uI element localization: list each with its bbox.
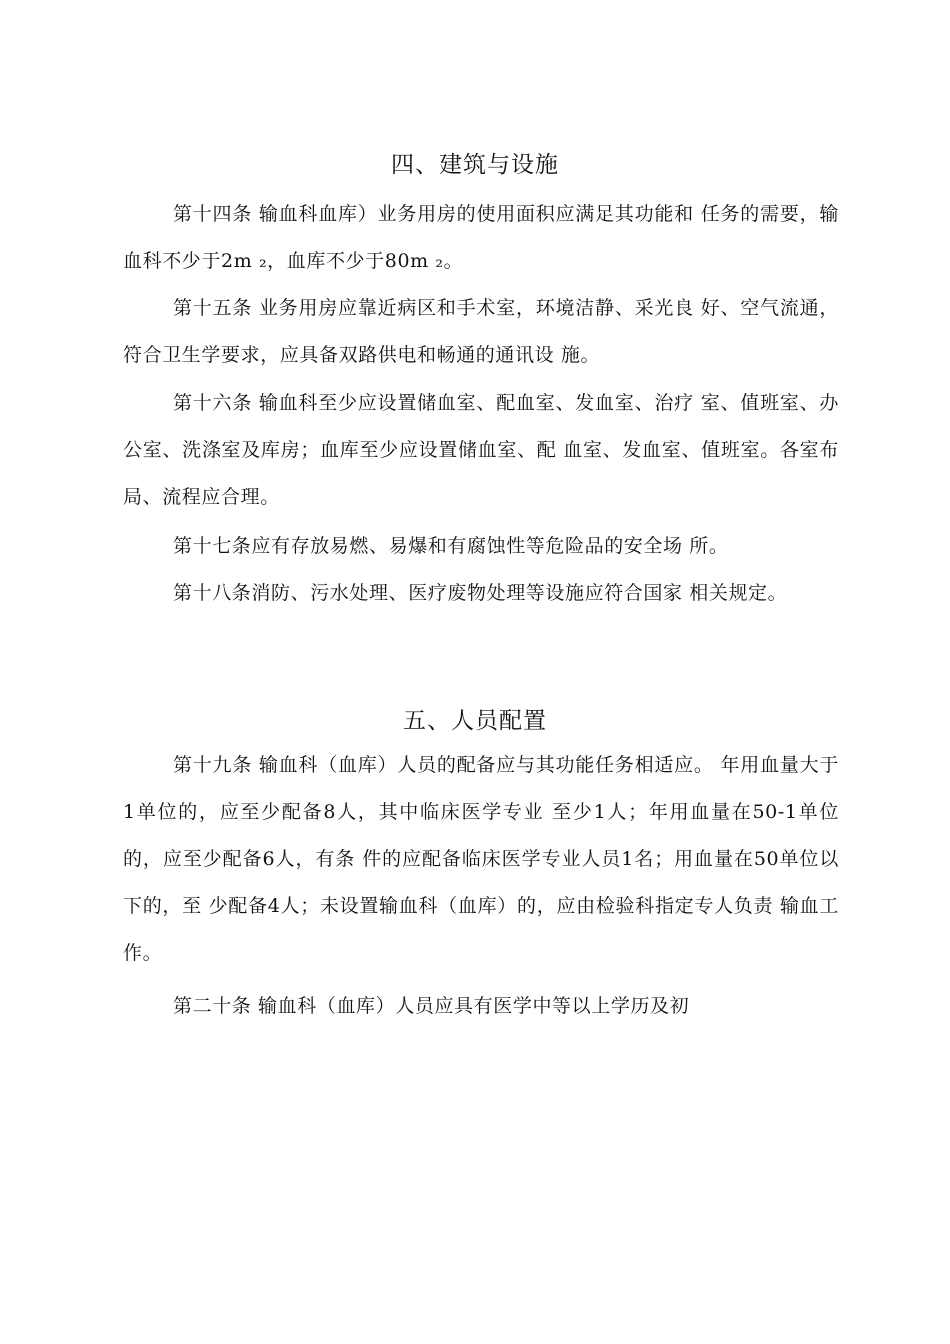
article-19: 第十九条 输血科（血库）人员的配备应与其功能任务相适应。 年用血量大于1单位的，应至少配备8人，其中临床医学专业 至少1人；年用血量在50-1单位的，应至少配备6人，有条 件的应配备临床医学专业人员1名；用血量在50单位以下的，至 少配备4人；未设置输血科（血库）的，应由检验科指定专人负责 输血工作。 [123, 754, 839, 964]
article-20: 第二十条 输血科（血库）人员应具有医学中等以上学历及初 [173, 995, 690, 1017]
article-16: 第十六条 输血科至少应设置储血室、配血室、发血室、治疗 室、值班室、办公室、洗涤室及库房；血库至少应设置储血室、配 血室、发血室、值班室。各室布局、流程应合理。 [123, 392, 839, 508]
article-18: 第十八条消防、污水处理、医疗废物处理等设施应符合国家 相关规定。 [173, 582, 788, 604]
section-heading-staffing: 五、人员配置 [403, 708, 547, 734]
section-heading-building-facilities: 四、建筑与设施 [391, 152, 559, 178]
article-17: 第十七条应有存放易燃、易爆和有腐蚀性等危险品的安全场 所。 [173, 535, 729, 557]
article-15: 第十五条 业务用房应靠近病区和手术室，环境洁静、采光良 好、空气流通，符合卫生学要求，应具备双路供电和畅通的通讯设 施。 [123, 297, 839, 366]
article-14: 第十四条 输血科血库）业务用房的使用面积应满足其功能和 任务的需要，输血科不少于2m ₂，血库不少于80m ₂。 [123, 203, 839, 272]
